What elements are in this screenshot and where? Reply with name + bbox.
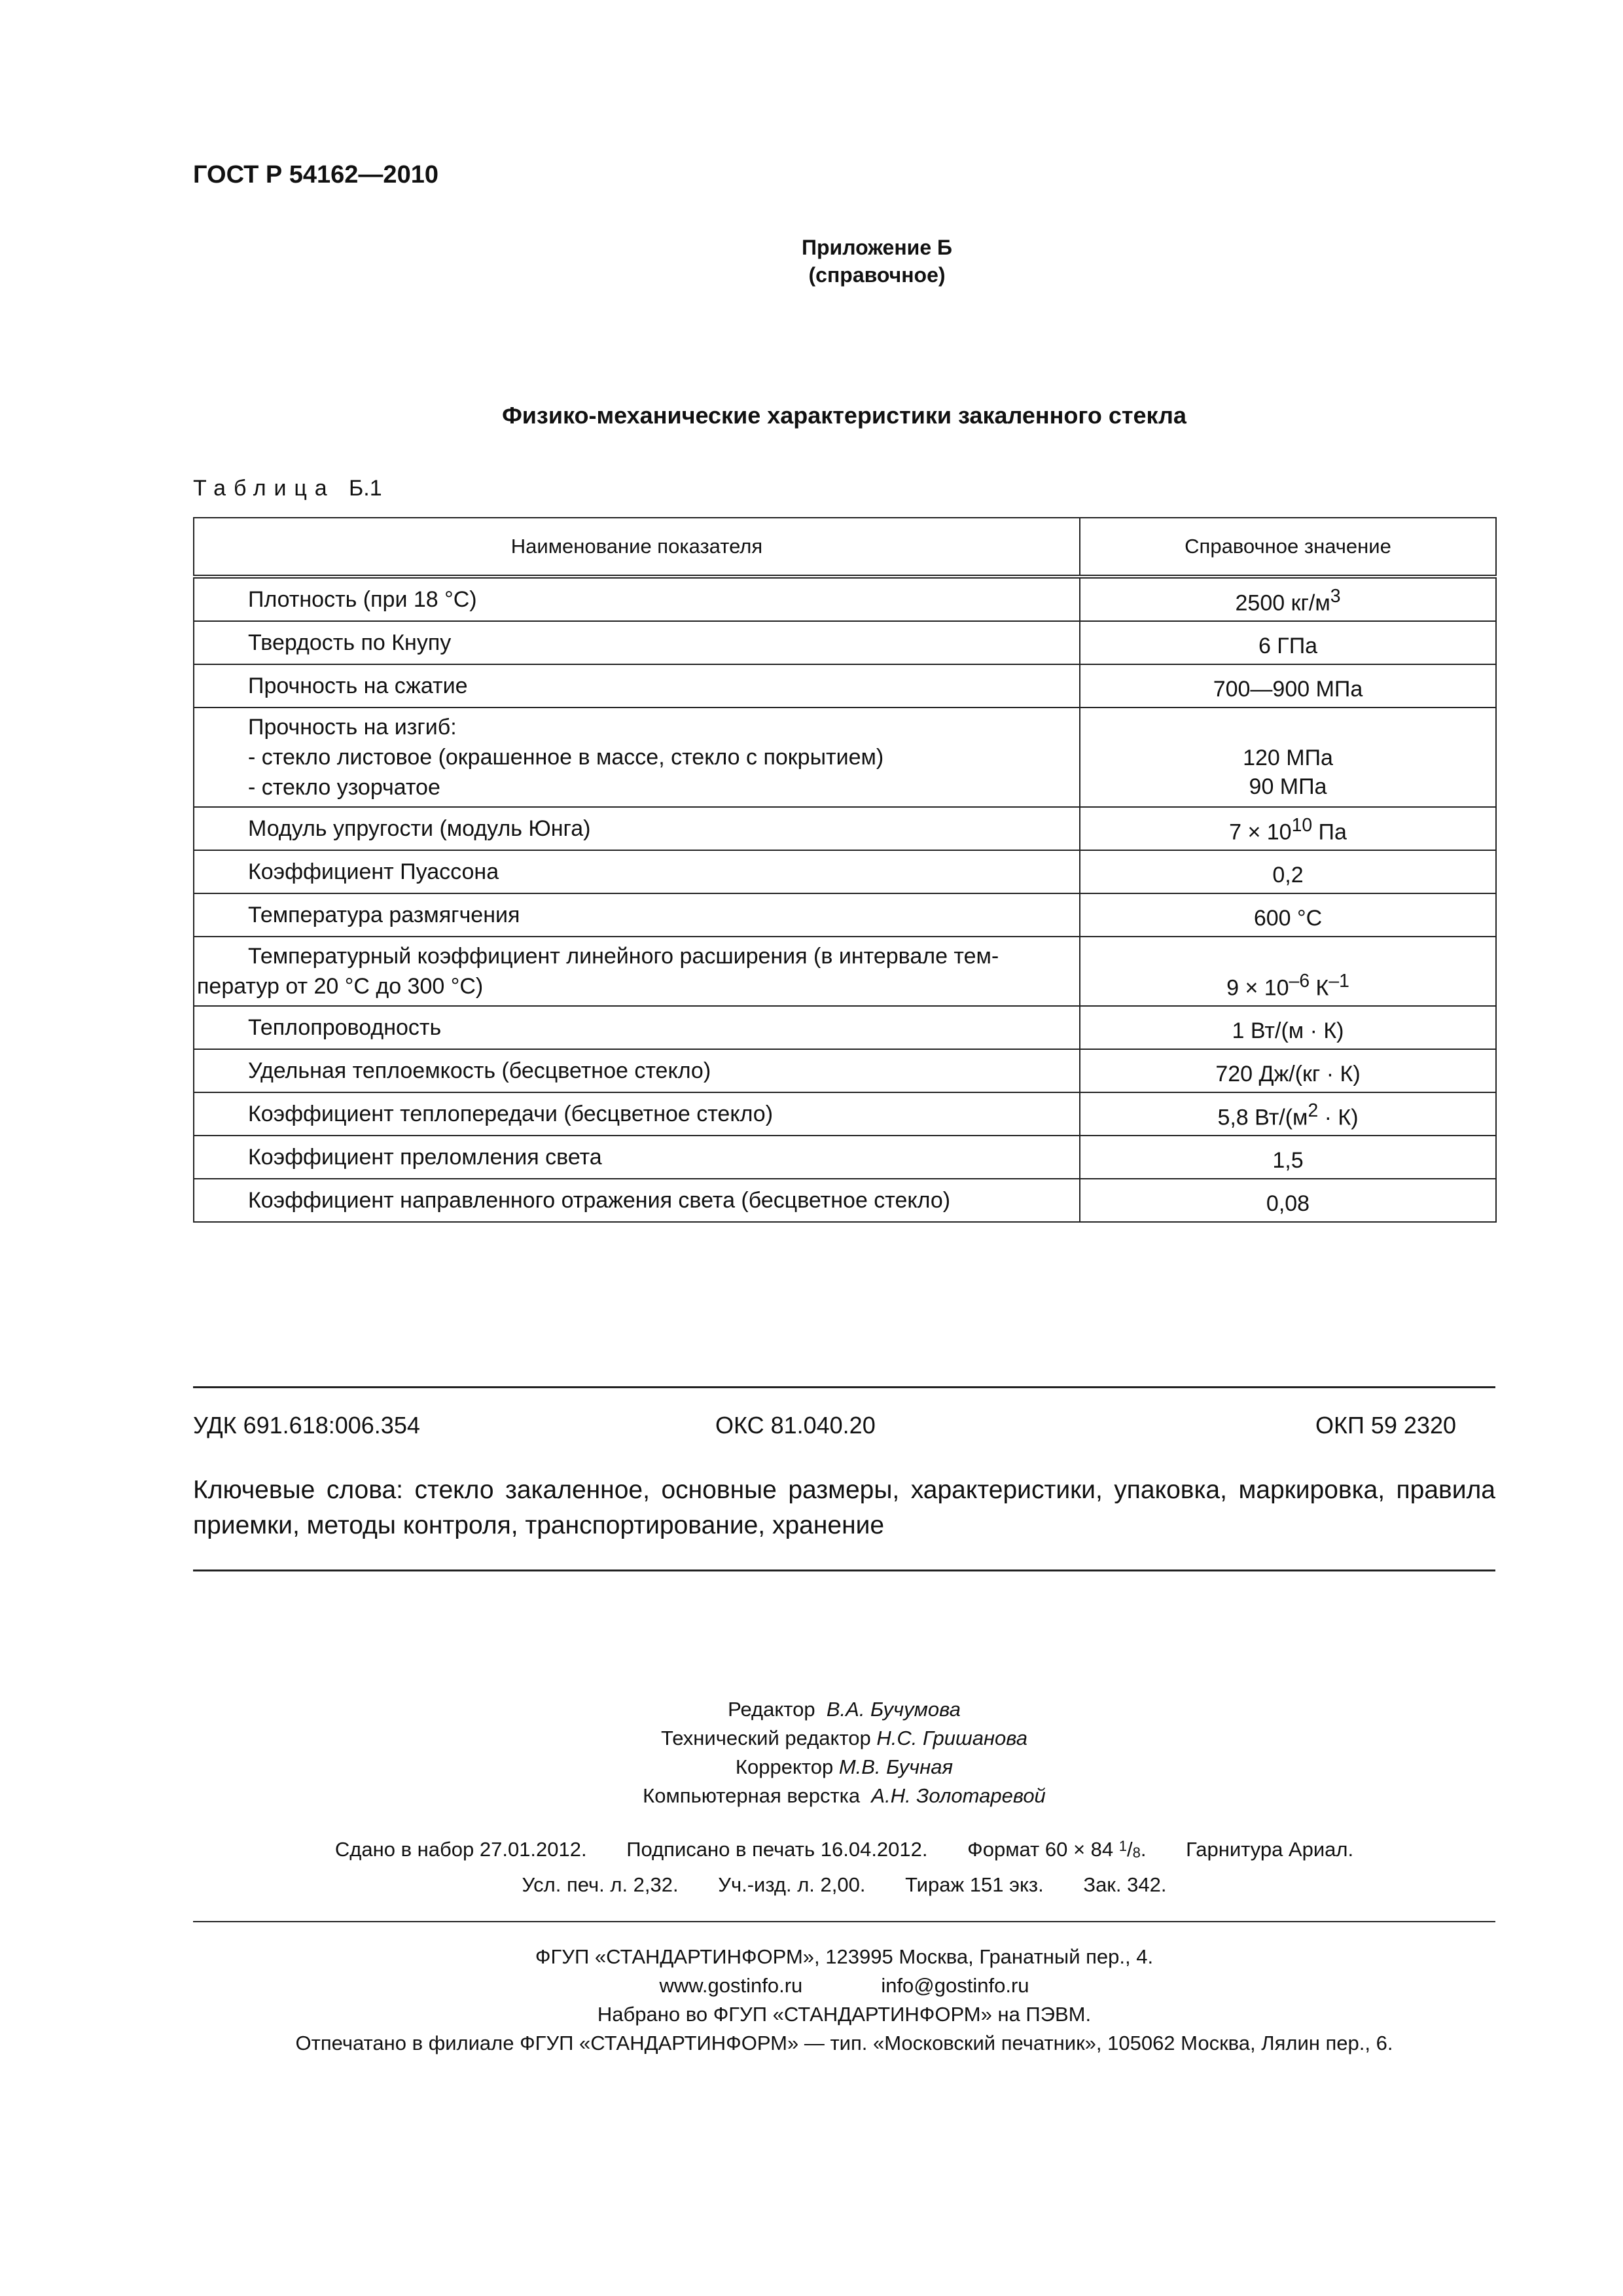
table-row — [194, 1136, 1496, 1179]
row-name-main: Температурный коэффициент линейного расширения (в интервале тем- — [248, 944, 999, 969]
row-name: Коэффициент преломления света — [194, 1136, 1080, 1179]
row-sub-value: 120 МПа — [1243, 745, 1333, 770]
row-name: Плотность (при 18 °С) — [194, 577, 1080, 621]
printing-note: Отпечатано в филиале ФГУП «СТАНДАРТИНФОРМ» — тип. «Московский печатник», 105062 Москва, Лялин пер., 6. — [295, 2032, 1393, 2054]
table-row — [194, 893, 1496, 937]
row-name: Удельная теплоемкость (бесцветное стекло) — [194, 1049, 1080, 1092]
row-name: Коэффициент направленного отражения света (бесцветное стекло) — [194, 1179, 1080, 1222]
row-name: Твердость по Кнупу — [194, 621, 1080, 664]
website-link[interactable]: www.gostinfo.ru — [659, 1974, 803, 1997]
table-caption-number: Б.1 — [348, 476, 382, 501]
credit-corrector: Корректор М.В. Бучная — [735, 1755, 954, 1778]
email-link[interactable]: info@gostinfo.ru — [881, 1974, 1029, 1997]
row-value: 5,8 $Вт/(м^2 \cdot К)$ — [1080, 1092, 1496, 1136]
publication-line-2 — [193, 1873, 1495, 1897]
row-name — [194, 708, 1080, 807]
credit-tech-editor: Технический редактор Н.С. Гришанова — [661, 1727, 1027, 1749]
document-code: ГОСТ Р 54162—2010 — [193, 161, 438, 188]
publisher-contacts — [193, 1971, 1495, 2000]
typeset-date: Сдано в набор 27.01.2012. — [334, 1838, 587, 1861]
typesetting-note: Набрано во ФГУП «СТАНДАРТИНФОРМ» на ПЭВМ. — [597, 2003, 1092, 2026]
table-caption-label: Таблица — [193, 476, 335, 501]
table-row — [194, 621, 1496, 664]
credit-editor: Редактор В.А. Бучумова — [728, 1698, 961, 1721]
credit-layout: Компьютерная верстка А.Н. Золотаревой — [643, 1784, 1046, 1807]
row-value: 1,5 — [1080, 1136, 1496, 1179]
row-sub-item: - стекло листовое (окрашенное в массе, стекло с покрытием) — [248, 745, 884, 770]
annex-title: Приложение Б — [802, 236, 952, 259]
section-title: Физико-механические характеристики закаленного стекла — [502, 402, 1186, 429]
paper-format: Формат 60 × 84 $^1$/8. — [967, 1838, 1147, 1861]
table-row — [194, 1006, 1496, 1049]
publishing-sheets: Уч.-изд. л. 2,00. — [718, 1873, 866, 1896]
row-value: 600 °С — [1080, 893, 1496, 937]
table-row — [194, 1179, 1496, 1222]
row-value: 1 Вт/(м · К) — [1080, 1006, 1496, 1049]
publication-line-1 — [193, 1838, 1495, 1861]
row-sub-value: 90 МПа — [1249, 774, 1327, 799]
row-name: Теплопроводность — [194, 1006, 1080, 1049]
print-sheets: Усл. печ. л. 2,32. — [522, 1873, 679, 1896]
row-name — [194, 937, 1080, 1006]
table-row — [194, 1092, 1496, 1136]
table-row — [194, 708, 1496, 807]
properties-table — [193, 517, 1497, 1223]
column-header-name: Наименование показателя — [194, 518, 1080, 577]
publisher-address: ФГУП «СТАНДАРТИНФОРМ», 123995 Москва, Гранатный пер., 4. — [535, 1945, 1154, 1968]
imprint-block — [193, 1943, 1495, 2058]
table-header-row — [194, 518, 1496, 577]
column-header-value: Справочное значение — [1080, 518, 1496, 577]
udk-code: УДК 691.618:006.354 — [193, 1412, 420, 1439]
keywords: Ключевые слова: стекло закаленное, основные размеры, характеристики, упаковка, маркировка, правила приемки, методы контроля, транспортирование, хранение — [193, 1476, 1495, 1539]
row-name-continuation: ператур от 20 °С до 300 °С) — [197, 974, 484, 999]
row-name: Коэффициент теплопередачи (бесцветное стекло) — [194, 1092, 1080, 1136]
annex-kind: (справочное) — [808, 263, 946, 287]
row-value: 0,2 — [1080, 850, 1496, 893]
table-row — [194, 664, 1496, 708]
row-name: Прочность на сжатие — [194, 664, 1080, 708]
table-caption — [193, 476, 382, 501]
table-row — [194, 807, 1496, 850]
order-number: Зак. 342. — [1083, 1873, 1167, 1896]
row-value: $7 \times 10^{10}$ Па — [1080, 807, 1496, 850]
table-row — [194, 937, 1496, 1006]
row-value — [1080, 708, 1496, 807]
row-name: Коэффициент Пуассона — [194, 850, 1080, 893]
table-row — [194, 850, 1496, 893]
circulation: Тираж 151 экз. — [905, 1873, 1044, 1896]
signed-date: Подписано в печать 16.04.2012. — [626, 1838, 928, 1861]
credits-block — [458, 1695, 1230, 1810]
row-name: Модуль упругости (модуль Юнга) — [194, 807, 1080, 850]
row-value: 700—900 МПа — [1080, 664, 1496, 708]
row-sub-item: - стекло узорчатое — [248, 775, 440, 800]
row-value: 720 Дж/(кг · К) — [1080, 1049, 1496, 1092]
row-name: Температура размягчения — [194, 893, 1080, 937]
oks-code: ОКС 81.040.20 — [715, 1412, 876, 1439]
table-row — [194, 1049, 1496, 1092]
row-value: $9 \times 10^{-6}$ $К^{-1}$ — [1080, 937, 1496, 1006]
typeface: Гарнитура Ариал. — [1186, 1838, 1354, 1861]
table-row — [194, 577, 1496, 621]
row-name-main: Прочность на изгиб: — [248, 715, 457, 740]
divider — [193, 1570, 1495, 1571]
divider — [193, 1386, 1495, 1388]
row-value: 6 ГПа — [1080, 621, 1496, 664]
row-value: 2500 $кг/м^3$ — [1080, 577, 1496, 621]
okp-code: ОКП 59 2320 — [1315, 1412, 1456, 1439]
divider — [193, 1921, 1495, 1922]
row-value: 0,08 — [1080, 1179, 1496, 1222]
